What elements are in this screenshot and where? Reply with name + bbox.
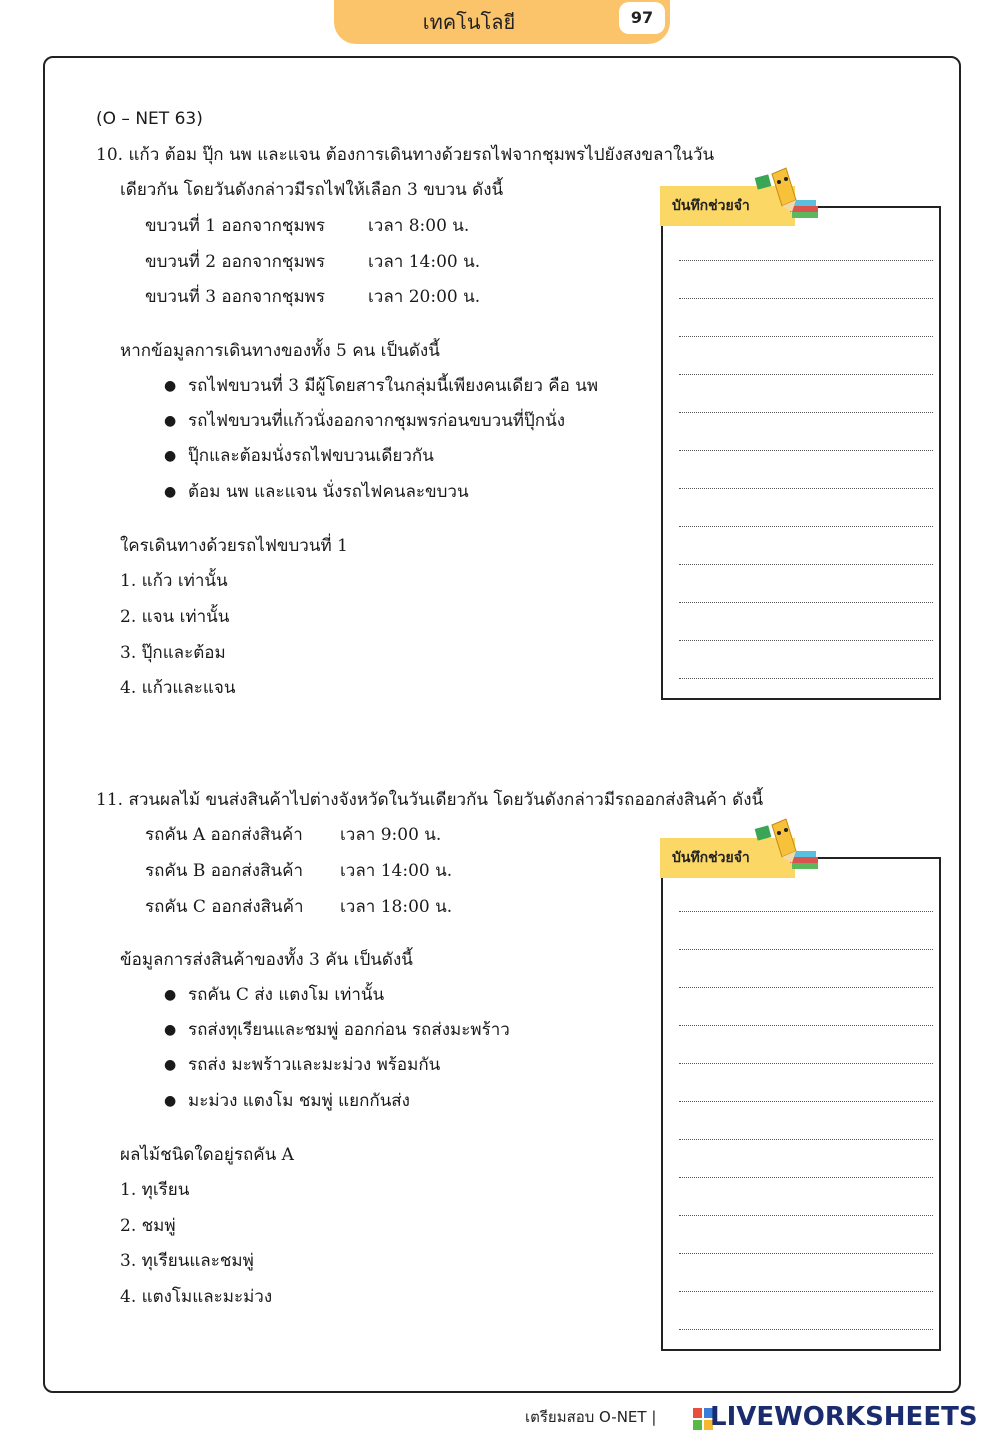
q11-condition: มะม่วง แตงโม ชมพู่ แยกกันส่ง <box>188 1091 410 1111</box>
page-number: 97 <box>619 2 665 34</box>
q11-intro: ข้อมูลการส่งสินค้าของทั้ง 3 คัน เป็นดังนี้ <box>120 950 413 970</box>
q11-schedule-time: เวลา 9:00 น. <box>340 825 442 845</box>
subject-title: เทคโนโลยี <box>422 10 516 34</box>
bullet-icon: ● <box>164 413 177 429</box>
note-line <box>679 949 933 950</box>
note-line <box>679 1139 933 1140</box>
note-line <box>679 488 933 489</box>
pencil-mascot-icon <box>752 166 822 220</box>
header-tab <box>334 0 670 44</box>
q11-schedule-name: รถคัน A ออกส่งสินค้า <box>145 825 303 845</box>
q11-question: ผลไม้ชนิดใดอยู่รถคัน A <box>120 1145 294 1165</box>
note-line <box>679 1291 933 1292</box>
note-line <box>679 374 933 375</box>
note-line <box>679 1063 933 1064</box>
q10-question: ใครเดินทางด้วยรถไฟขบวนที่ 1 <box>120 536 348 556</box>
bullet-icon: ● <box>164 378 177 394</box>
note-box <box>661 206 941 700</box>
q11-schedule-time: เวลา 18:00 น. <box>340 897 453 917</box>
q10-schedule-name: ขบวนที่ 3 ออกจากชุมพร <box>145 287 326 307</box>
watermark: LIVEWORKSHEETS <box>710 1402 978 1432</box>
bullet-icon: ● <box>164 1093 177 1109</box>
q10-condition: ต้อม นพ และแจน นั่งรถไฟคนละขบวน <box>188 482 469 502</box>
note-label: บันทึกช่วยจำ <box>660 838 795 878</box>
q11-condition: รถคัน C ส่ง แตงโม เท่านั้น <box>188 985 385 1005</box>
q11-stem-line1: 11. สวนผลไม้ ขนส่งสินค้าไปต่างจังหวัดในวันเดียวกัน โดยวันดังกล่าวมีรถออกส่งสินค้า ดังนี้ <box>96 790 764 810</box>
note-line <box>679 1215 933 1216</box>
note-line <box>679 526 933 527</box>
note-line <box>679 678 933 679</box>
q10-intro: หากข้อมูลการเดินทางของทั้ง 5 คน เป็นดังนี้ <box>120 341 440 361</box>
note-label: บันทึกช่วยจำ <box>660 186 795 226</box>
note-line <box>679 1177 933 1178</box>
q10-condition: รถไฟขบวนที่แก้วนั่งออกจากชุมพรก่อนขบวนที่ปุ๊กนั่ง <box>188 411 566 431</box>
note-line <box>679 1025 933 1026</box>
note-line <box>679 450 933 451</box>
note-line <box>679 1101 933 1102</box>
q11-condition: รถส่งทุเรียนและชมพู่ ออกก่อน รถส่งมะพร้าว <box>188 1020 510 1040</box>
note-line <box>679 564 933 565</box>
q11-schedule-name: รถคัน C ออกส่งสินค้า <box>145 897 304 917</box>
q10-stem-line2: เดียวกัน โดยวันดังกล่าวมีรถไฟให้เลือก 3 ขบวน ดังนี้ <box>120 180 504 200</box>
note-line <box>679 412 933 413</box>
exam-source: (O – NET 63) <box>96 109 203 129</box>
note-line <box>679 911 933 912</box>
q10-choice-4[interactable]: 4. แก้วและแจน <box>120 678 236 698</box>
note-line <box>679 298 933 299</box>
note-line <box>679 987 933 988</box>
footer-text: เตรียมสอบ O-NET | <box>525 1408 657 1426</box>
note-line <box>679 260 933 261</box>
q10-stem-line1: 10. แก้ว ต้อม ปุ๊ก นพ และแจน ต้องการเดินทางด้วยรถไฟจากชุมพรไปยังสงขลาในวัน <box>96 145 715 165</box>
q10-choice-1[interactable]: 1. แก้ว เท่านั้น <box>120 571 228 591</box>
q10-schedule-time: เวลา 20:00 น. <box>368 287 481 307</box>
q10-schedule-time: เวลา 8:00 น. <box>368 216 470 236</box>
q10-choice-3[interactable]: 3. ปุ๊กและต้อม <box>120 643 226 663</box>
bullet-icon: ● <box>164 1022 177 1038</box>
q11-choice-2[interactable]: 2. ชมพู่ <box>120 1216 176 1236</box>
q11-schedule-name: รถคัน B ออกส่งสินค้า <box>145 861 304 881</box>
q10-schedule-name: ขบวนที่ 1 ออกจากชุมพร <box>145 216 326 236</box>
note-line <box>679 640 933 641</box>
note-line <box>679 1329 933 1330</box>
q11-choice-1[interactable]: 1. ทุเรียน <box>120 1180 190 1200</box>
q11-condition: รถส่ง มะพร้าวและมะม่วง พร้อมกัน <box>188 1055 441 1075</box>
q11-choice-4[interactable]: 4. แตงโมและมะม่วง <box>120 1287 273 1307</box>
bullet-icon: ● <box>164 987 177 1003</box>
q10-schedule-name: ขบวนที่ 2 ออกจากชุมพร <box>145 252 326 272</box>
q10-condition: รถไฟขบวนที่ 3 มีผู้โดยสารในกลุ่มนี้เพียงคนเดียว คือ นพ <box>188 376 599 396</box>
q10-condition: ปุ๊กและต้อมนั่งรถไฟขบวนเดียวกัน <box>188 446 434 466</box>
note-line <box>679 602 933 603</box>
q11-schedule-time: เวลา 14:00 น. <box>340 861 453 881</box>
bullet-icon: ● <box>164 448 177 464</box>
q11-choice-3[interactable]: 3. ทุเรียนและชมพู่ <box>120 1251 254 1271</box>
bullet-icon: ● <box>164 484 177 500</box>
note-box <box>661 857 941 1351</box>
note-line <box>679 336 933 337</box>
q10-schedule-time: เวลา 14:00 น. <box>368 252 481 272</box>
note-line <box>679 1253 933 1254</box>
q10-choice-2[interactable]: 2. แจน เท่านั้น <box>120 607 230 627</box>
pencil-mascot-icon <box>752 817 822 871</box>
bullet-icon: ● <box>164 1057 177 1073</box>
